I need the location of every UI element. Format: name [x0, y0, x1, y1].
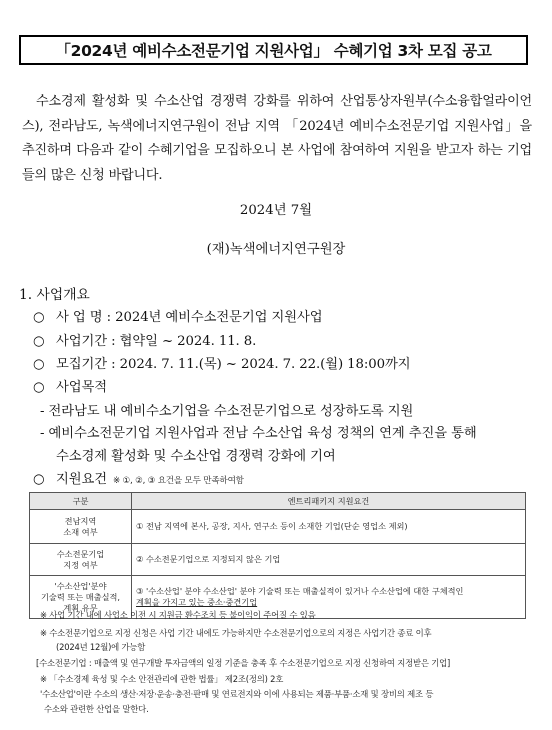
bullet-icon: ○: [33, 380, 45, 395]
section-heading: 1. 사업개요: [19, 287, 90, 303]
requirements-heading: ○ 지원요건 ※ ①, ②, ③ 요건을 모두 만족하여함: [33, 472, 244, 487]
bullet-icon: ○: [33, 334, 45, 349]
table-cell-category: '수소산업'분야 기술력 또는 매출실적, 계획 유무: [30, 576, 132, 619]
table-cell-requirement: ③ '수소산업' 분야 수소산업' 분야 기술력 또는 매출실적이 있거나 수소산업에 대한 구체적인 계획을 가지고 있는 중소·중견기업: [132, 576, 526, 619]
table-cell-requirement: ① 전남 지역에 본사, 공장, 지사, 연구소 등이 소재한 기업(단순 영업소 제외): [132, 510, 526, 544]
intro-paragraph: 수소경제 활성화 및 수소산업 경쟁력 강화를 위하여 산업통상자원부(수소융합얼라이언스), 전라남도, 녹색에너지연구원이 전남 지역 「2024년 예비수소전문기업 지원사업」을 추진하며 다음과 같이 수혜기업을 모집하오니 본 사업에 참여하여 지원을 받고자 하는 기업들의 많은 신청 바랍니다.: [22, 94, 532, 183]
bullet-icon: ○: [33, 357, 45, 372]
requirements-table: [29, 492, 526, 619]
table-cell-category: 수소전문기업 지정 여부: [30, 544, 132, 576]
bullet-icon: ○: [33, 472, 45, 487]
footnote: ※ 사업 기간 내에 사업소 이전 시 지원금 환수조치 등 불이익이 주어질 수 있음: [40, 610, 316, 620]
dash-icon: -: [40, 404, 45, 419]
overview-item-period: ○ 사업기간 : 협약일 ~ 2024. 11. 8.: [33, 334, 257, 349]
requirements-note: ※ ①, ②, ③ 요건을 모두 만족하여함: [112, 476, 244, 486]
overview-item-purpose: ○ 사업목적: [33, 380, 107, 395]
purpose-line-3: 수소경제 활성화 및 수소산업 경쟁력 강화에 기여: [56, 449, 336, 464]
table-row: [30, 544, 526, 576]
table-cell-requirement: ② 수소전문기업으로 지정되지 않은 기업: [132, 544, 526, 576]
footnote: ※ 「수소경제 육성 및 수소 안전관리에 관한 법률」 제2조(정의) 2호: [40, 674, 284, 684]
overview-item-recruitment: ○ 모집기간 : 2024. 7. 11.(목) ~ 2024. 7. 22.(월) 18:00까지: [33, 357, 411, 372]
issuing-organization: (재)녹색에너지연구원장: [206, 242, 346, 257]
purpose-line-1: - 전라남도 내 예비수소기업을 수소전문기업으로 성장하도록 지원: [40, 404, 414, 419]
table-cell-category: 전남지역 소재 여부: [30, 510, 132, 544]
footnote: (2024년 12월)에 가능함: [56, 642, 146, 652]
table-header-row: [30, 493, 526, 510]
footnote: ※ 수소전문기업으로 지정 신청은 사업 기간 내에도 가능하지만 수소전문기업으로의 지정은 사업기간 종료 이후: [40, 628, 432, 638]
overview-item-name: ○ 사 업 명 : 2024년 예비수소전문기업 지원사업: [33, 310, 323, 325]
table-header: 구분: [30, 493, 132, 510]
table-row: [30, 510, 526, 544]
footnote: '수소산업'이란 수소의 생산·저장·운송·충전·판매 및 연료전지와 이에 사용되는 제품·부품·소재 및 장비의 제조 등: [40, 689, 434, 699]
footnote: [수소전문기업 : 매출액 및 연구개발 투자금액의 일정 기준을 충족 후 수소전문기업으로 지정 신청하여 지정받은 기업]: [36, 658, 451, 668]
table-header: 엔트리패키지 지원요건: [132, 493, 526, 510]
notice-title: 「2024년 예비수소전문기업 지원사업」 수혜기업 3차 모집 공고: [19, 35, 528, 65]
notice-date: 2024년 7월: [239, 203, 313, 218]
purpose-line-2: - 예비수소전문기업 지원사업과 전남 수소산업 육성 정책의 연계 추진을 통해: [40, 426, 477, 441]
dash-icon: -: [40, 426, 45, 441]
bullet-icon: ○: [33, 310, 45, 325]
footnote: 수소와 관련한 산업을 말한다.: [44, 704, 149, 714]
